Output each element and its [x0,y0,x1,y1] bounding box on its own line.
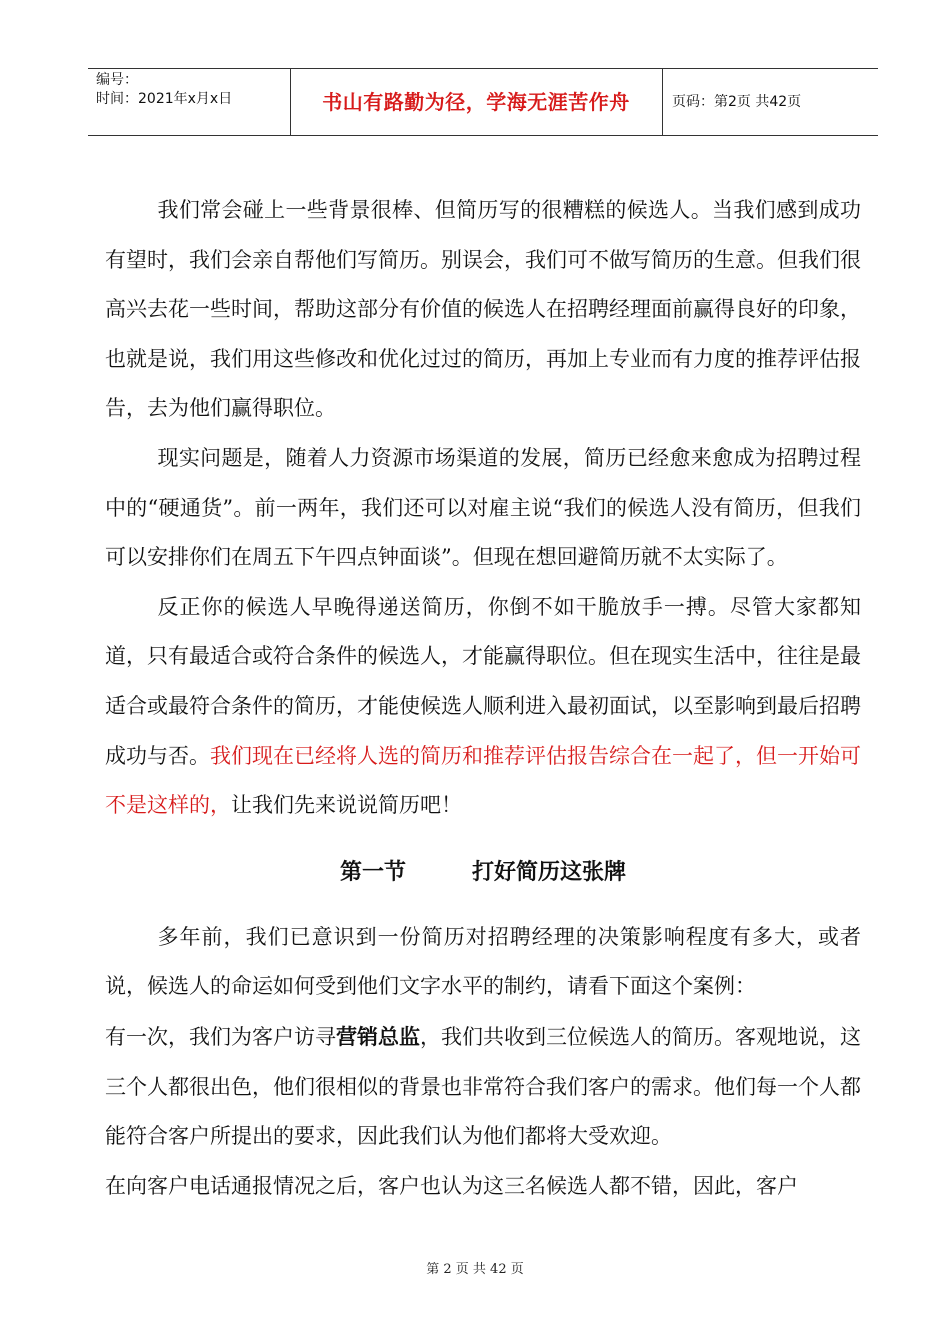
header-motto: 书山有路勤为径，学海无涯苦作舟 [322,90,630,114]
header-page-label: 页码：第2页 共42页 [672,94,802,110]
paragraph-5-after: ，我们共收到三位候选人的简历。客观地说，这三个人都很出色，他们很相似的背景也非常符合我们客户的需求。他们每一个人都能符合客户所提出的要求，因此我们认为他们都将大受欢迎。 [105,1024,861,1149]
paragraph-6: 在向客户电话通报情况之后，客户也认为这三名候选人都不错，因此，客户 [105,1173,798,1198]
document-time-label: 时间：2021年x月x日 [96,91,233,107]
document-body [105,186,861,1211]
section-number: 第一节 [339,859,406,885]
paragraph-5-before: 有一次，我们为客户访寻 [105,1024,336,1049]
document-number-label: 编号： [96,72,138,88]
paragraph-3-text: 反正你的候选人早晚得递送简历，你倒不如干脆放手一搏。尽管大家都知道，只有最适合或符合条件的候选人，才能赢得职位。但在现实生活中，往往是最适合或最符合条件的简历，才能使候选人顺利进入最初面试，以至影响到最后招聘成功与否。 [105,594,861,768]
page-header [88,68,878,136]
header-divider-right [662,69,663,135]
section-heading [105,831,861,913]
paragraph-3-tail: 让我们先来说说简历吧！ [231,793,462,818]
paragraph-4: 多年前，我们已意识到一份简历对招聘经理的决策影响程度有多大，或者说，候选人的命运如何受到他们文字水平的制约，请看下面这个案例： [105,924,861,999]
paragraph-3 [105,583,861,831]
paragraph-2: 现实问题是，随着人力资源市场渠道的发展，简历已经愈来愈成为招聘过程中的“硬通货”。前一两年，我们还可以对雇主说“我们的候选人没有简历，但我们可以安排你们在周五下午四点钟面谈”。但现在想回避简历就不太实际了。 [105,445,861,570]
paragraph-5 [105,1012,861,1162]
page-footer: 第 2 页 共 42 页 [426,1262,524,1277]
paragraph-5-bold: 营销总监 [336,1023,420,1049]
paragraph-1: 我们常会碰上一些背景很棒、但简历写的很糟糕的候选人。当我们感到成功有望时，我们会亲自帮他们写简历。别误会，我们可不做写简历的生意。但我们很高兴去花一些时间，帮助这部分有价值的候选人在招聘经理面前赢得良好的印象，也就是说，我们用这些修改和优化过过的简历，再加上专业而有力度的推荐评估报告，去为他们赢得职位。 [105,198,861,421]
paragraph-3-highlight: 我们现在已经将人选的简历和推荐评估报告综合在一起了，但一开始可不是这样的， [105,743,861,818]
header-meta [96,71,232,109]
section-title: 打好简历这张牌 [472,859,627,885]
